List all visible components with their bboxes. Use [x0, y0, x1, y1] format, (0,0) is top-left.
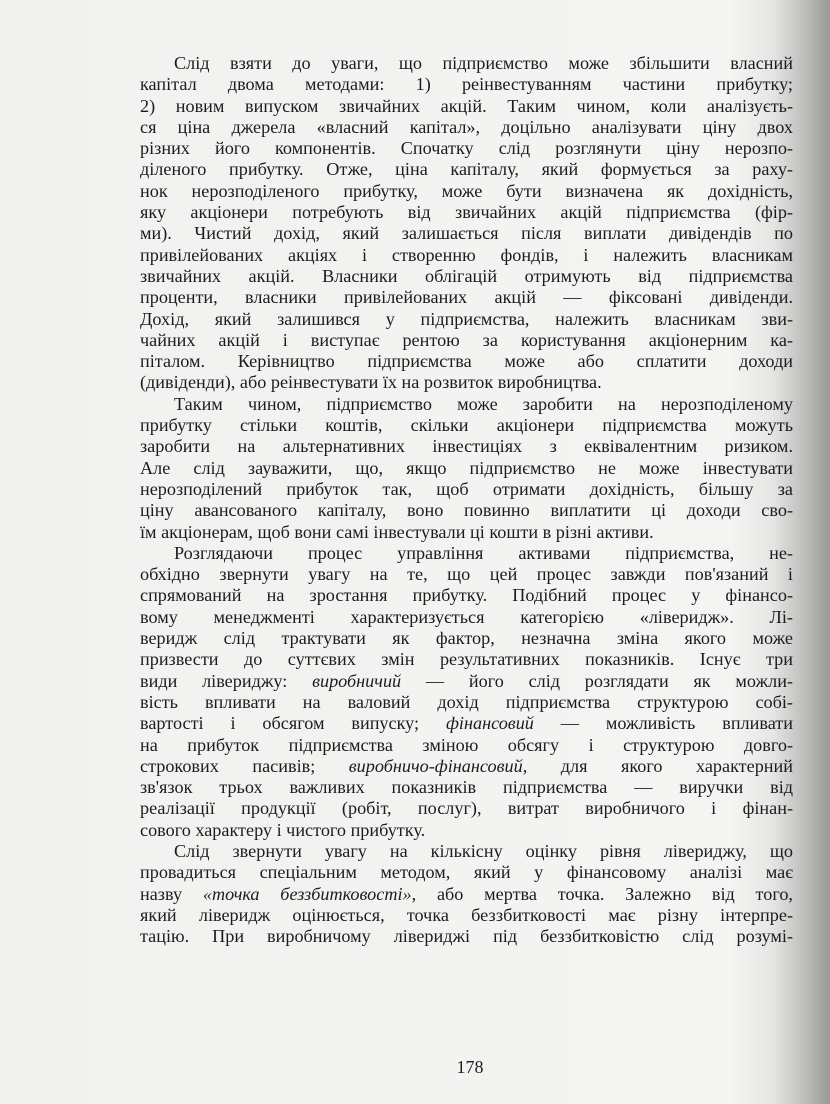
text-line — [140, 74, 793, 95]
text-segment: їм акціонерам, щоб вони самі інвестували ці кошти в різні активи. — [140, 521, 654, 542]
text-line — [140, 245, 793, 266]
text-segment: на прибуток підприємства зміною обсягу і структурою довго- — [140, 734, 793, 755]
paragraph — [140, 394, 793, 543]
text-segment: вість впливати на валовий дохід підприємства структурою собі- — [140, 691, 793, 712]
text-line — [140, 223, 793, 244]
italic-term: «точка беззбитковості» — [202, 883, 412, 904]
text-segment: зв'язок трьох важливих показників підприємства — виручки від — [140, 777, 793, 798]
text-line — [140, 436, 793, 457]
text-segment: звичайних акцій. Власники облігацій отримують від підприємства — [140, 265, 793, 286]
text-line — [140, 266, 793, 287]
text-line — [140, 287, 793, 308]
text-segment: прибутку стільки коштів, скільки акціонери підприємства можуть — [140, 415, 793, 436]
text-segment: яку акціонери потребують від звичайних акцій підприємства (фір- — [140, 202, 793, 223]
text-line — [140, 500, 793, 521]
text-segment: капітал двома методами: 1) реінвестуванням частини прибутку; — [140, 74, 793, 95]
text-line — [140, 607, 793, 628]
body-text — [140, 53, 793, 947]
text-line — [140, 841, 793, 862]
text-segment: — можливість впливати — [533, 713, 793, 734]
text-segment: обхідно звернути увагу на те, що цей процес завжди пов'язаний і — [140, 564, 793, 585]
text-segment: Слід взяти до уваги, що підприємство може збільшити власний — [174, 53, 793, 73]
text-segment: реалізації продукції (робіт, послуг), витрат виробничого і фінан- — [140, 798, 793, 819]
italic-term: фінансовий — [445, 713, 534, 734]
text-segment: заробити на альтернативних інвестиціях з еквівалентним ризиком. — [140, 436, 793, 457]
text-line — [140, 138, 793, 159]
text-segment: привілейованих акціях і створенню фондів, і належить власникам — [140, 244, 793, 265]
text-line — [140, 372, 793, 393]
text-line — [140, 458, 793, 479]
text-line — [140, 117, 793, 138]
text-line — [140, 309, 793, 330]
text-line — [140, 713, 793, 734]
text-line — [140, 692, 793, 713]
text-line — [140, 351, 793, 372]
text-segment: чайних акцій і виступає рентою за користування акціонерним ка- — [140, 329, 793, 350]
text-segment: (дивіденди), або реінвестувати їх на розвиток виробництва. — [140, 372, 602, 393]
text-line — [140, 585, 793, 606]
italic-term: виробничо-фінансовий, — [348, 755, 528, 776]
text-segment: — його слід розглядати як можли- — [401, 670, 793, 691]
text-segment: піталом. Керівництво підприємства може або сплатити доходи — [140, 351, 793, 372]
text-line — [140, 479, 793, 500]
text-line — [140, 415, 793, 436]
text-segment: нерозподілений прибуток так, щоб отримати дохідність, більшу за — [140, 478, 793, 499]
text-segment: , або мертва точка. Залежно від того, — [411, 883, 793, 904]
text-line — [140, 394, 793, 415]
page-number: 178 — [456, 1057, 484, 1077]
text-line — [140, 53, 793, 74]
text-segment: для якого характерний — [527, 755, 793, 776]
text-line — [140, 330, 793, 351]
text-line — [140, 798, 793, 819]
text-segment: ціну авансованого капіталу, воно повинно виплатити ці доходи сво- — [140, 500, 793, 521]
text-segment: ся ціна джерела «власний капітал», доцільно аналізувати ціну двох — [140, 116, 793, 137]
text-line — [140, 96, 793, 117]
paragraph — [140, 53, 793, 394]
text-line — [140, 926, 793, 947]
text-line — [140, 202, 793, 223]
text-segment: вому менеджменті характеризується категорією «ліверидж». Лі- — [140, 606, 793, 627]
text-segment: призвести до суттєвих змін результативних показників. Існує три — [140, 649, 793, 670]
text-segment: тацію. При виробничому лівериджі під беззбитковістю слід розумі- — [140, 926, 793, 947]
text-line — [140, 905, 793, 926]
text-segment: провадиться спеціальним методом, який у фінансовому аналізі має — [140, 862, 793, 883]
text-line — [140, 756, 793, 777]
text-line — [140, 543, 793, 564]
text-segment: веридж слід трактувати як фактор, незначна зміна якого може — [140, 628, 793, 649]
text-segment: Але слід зауважити, що, якщо підприємство не може інвестувати — [140, 457, 793, 478]
text-segment: Дохід, який залишився у підприємства, належить власникам зви- — [140, 308, 793, 329]
text-line — [140, 181, 793, 202]
text-line — [140, 628, 793, 649]
text-segment: Таким чином, підприємство може заробити на нерозподіленому — [174, 393, 793, 414]
text-segment: Розглядаючи процес управління активами підприємства, не- — [174, 542, 793, 563]
text-segment: ми). Чистий дохід, який залишається після виплати дивідендів по — [140, 223, 793, 244]
text-segment: сового характеру і чистого прибутку. — [140, 819, 426, 840]
paragraph — [140, 543, 793, 841]
text-line — [140, 564, 793, 585]
text-line — [140, 735, 793, 756]
text-segment: Слід звернути увагу на кількісну оцінку рівня лівериджу, що — [174, 840, 793, 861]
text-segment: різних його компонентів. Спочатку слід розглянути ціну нерозпо- — [140, 138, 793, 159]
italic-term: виробничий — [312, 670, 402, 691]
text-line — [140, 884, 793, 905]
text-segment: строкових пасивів; — [140, 755, 349, 776]
text-segment: спрямований на зростання прибутку. Подібний процес у фінансо- — [140, 585, 793, 606]
text-segment: види лівериджу: — [140, 670, 313, 691]
text-segment: який ліверидж оцінюється, точка беззбитковості має різну інтерпре- — [140, 904, 793, 925]
text-segment: 2) новим випуском звичайних акцій. Таким чином, коли аналізуєть- — [140, 95, 793, 116]
text-line — [140, 777, 793, 798]
text-segment: назву — [140, 883, 203, 904]
text-line — [140, 671, 793, 692]
text-line — [140, 159, 793, 180]
text-line — [140, 820, 793, 841]
text-segment: проценти, власники привілейованих акцій — фіксовані дивіденди. — [140, 287, 793, 308]
text-segment: діленого прибутку. Отже, ціна капіталу, який формується за раху- — [140, 159, 793, 180]
text-line — [140, 862, 793, 883]
text-segment: вартості і обсягом випуску; — [140, 713, 446, 734]
paragraph — [140, 841, 793, 947]
text-line — [140, 522, 793, 543]
text-segment: нок нерозподіленого прибутку, може бути визначена як дохідність, — [140, 180, 793, 201]
text-line — [140, 649, 793, 670]
